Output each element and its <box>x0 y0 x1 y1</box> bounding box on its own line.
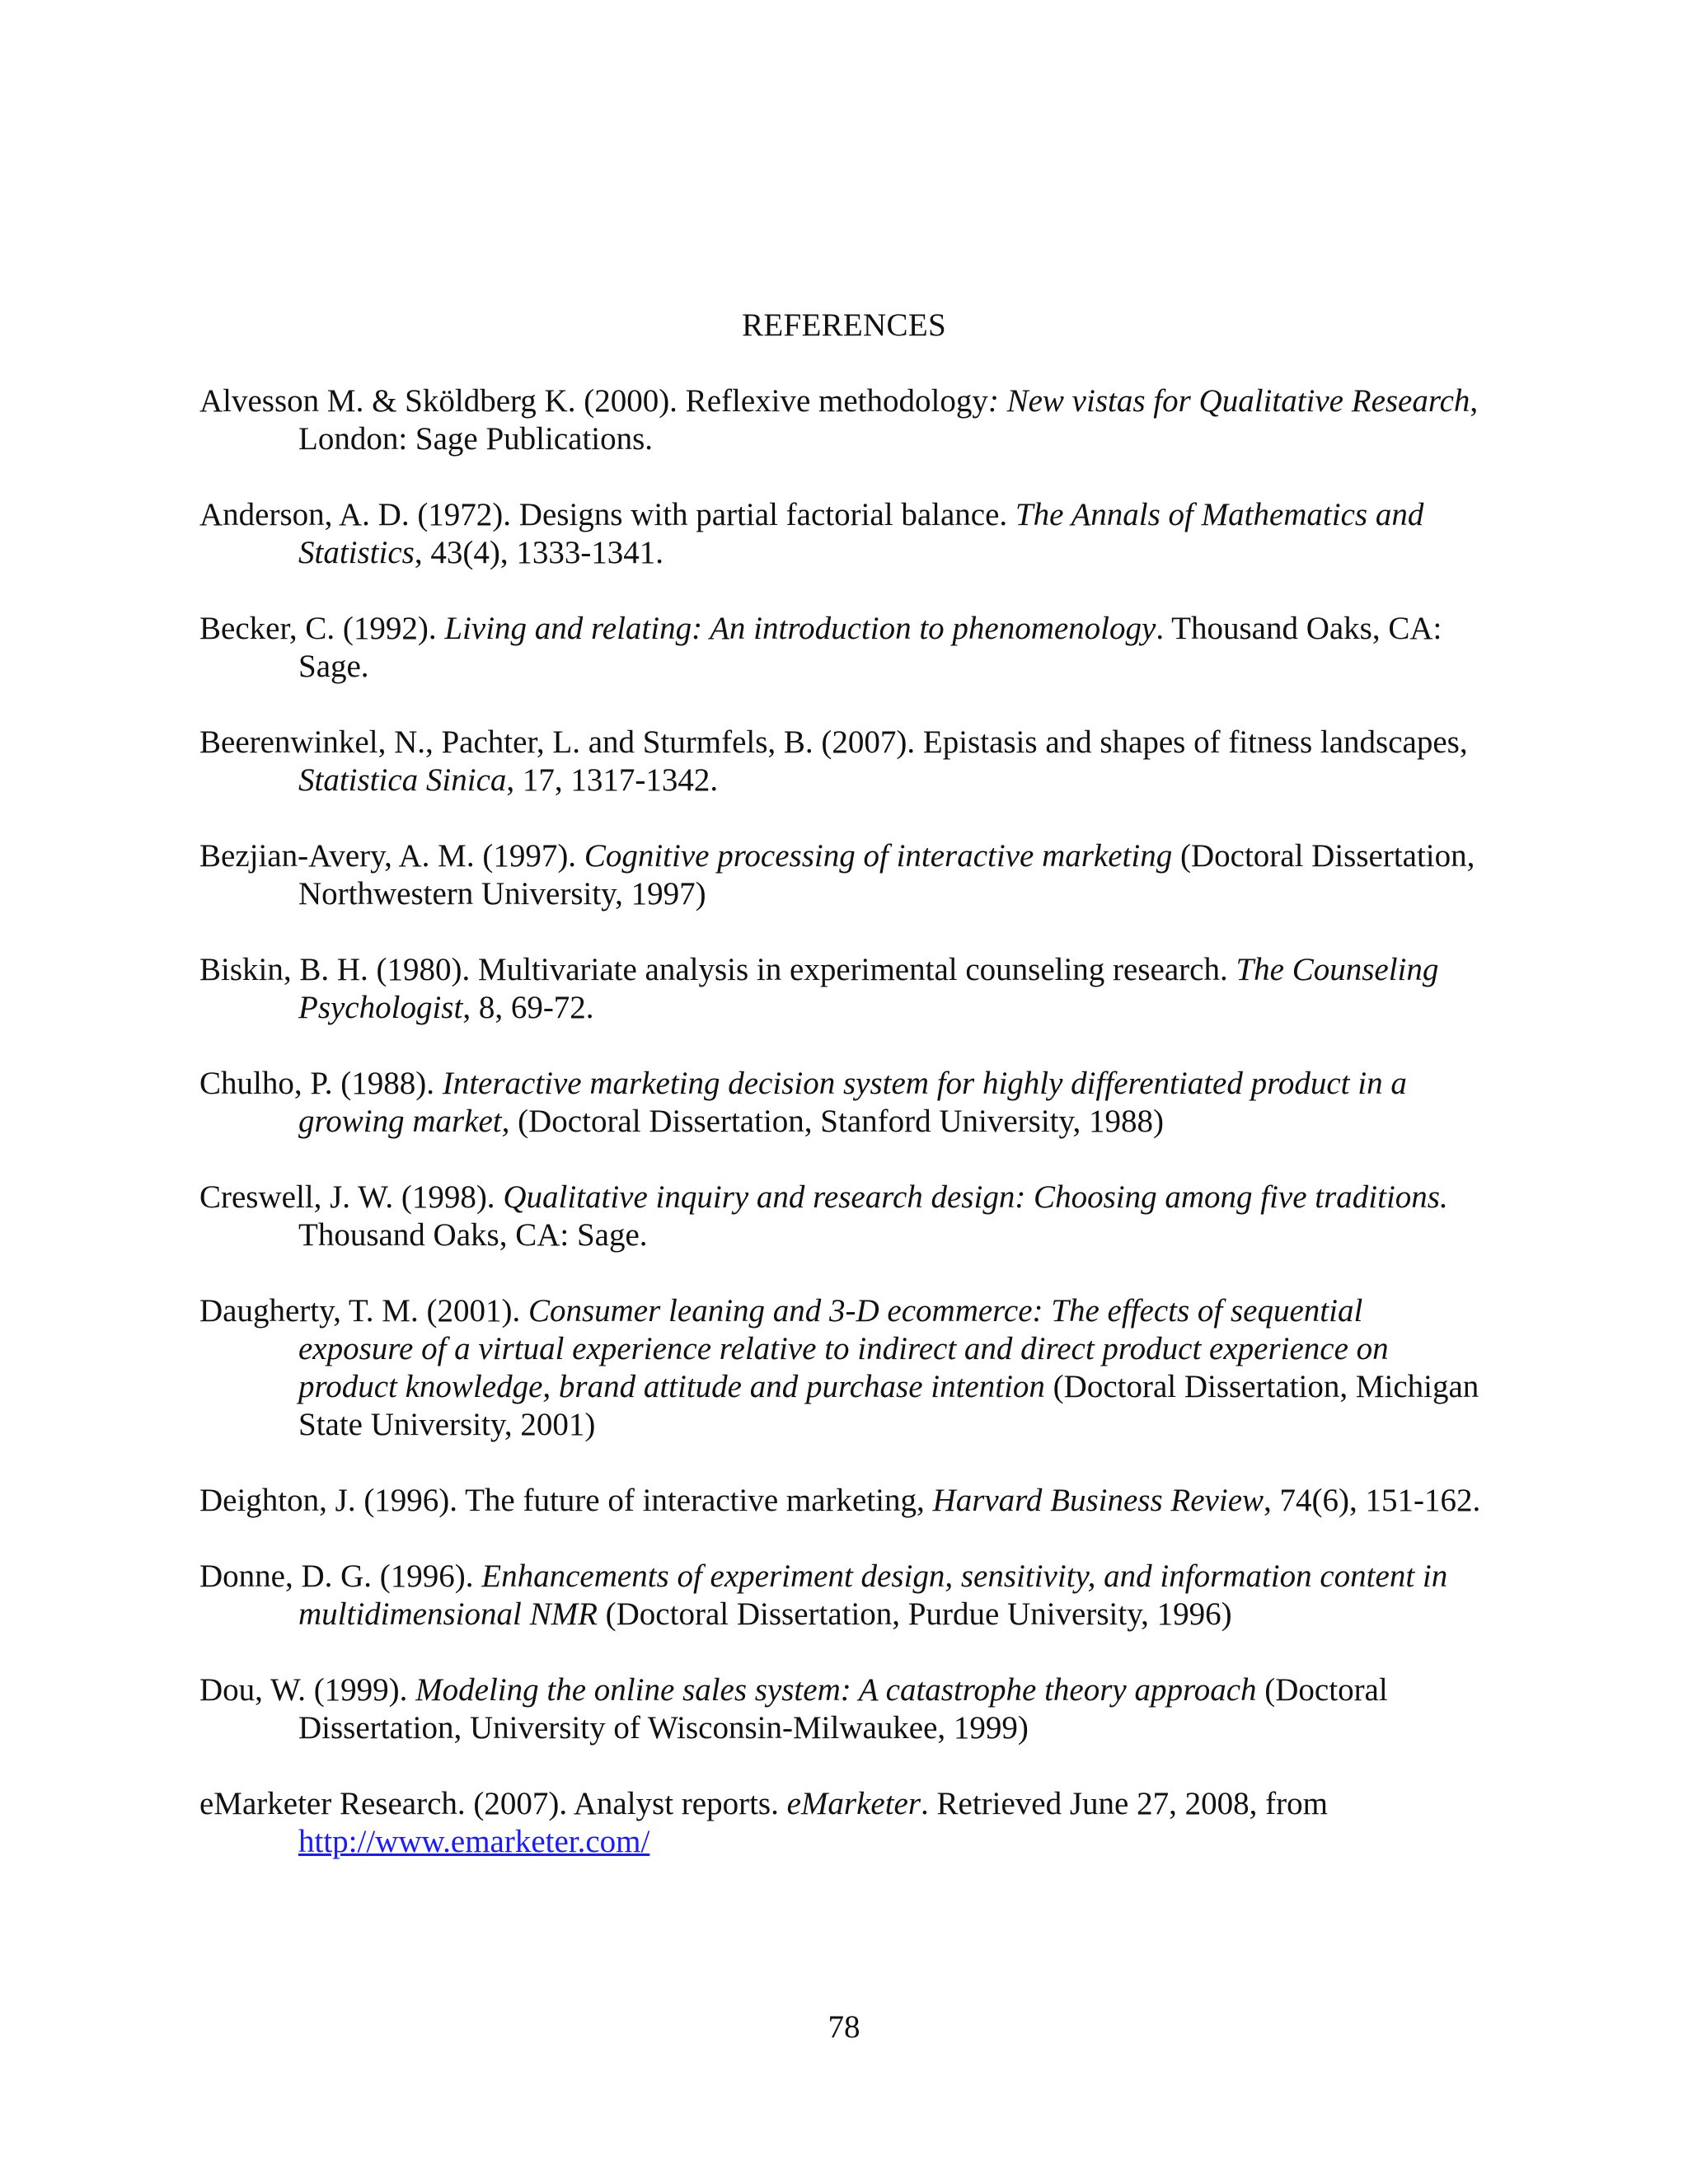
reference-text: (Doctoral Dissertation, University of Wisconsin-Milwaukee, 1999) <box>298 1672 1388 1746</box>
reference-text: . Thousand Oaks, CA: Sage. <box>298 611 1442 684</box>
reference-text: Alvesson M. & Sköldberg K. (2000). Reflexive methodology <box>199 383 988 419</box>
reference-text: Bezjian-Avery, A. M. (1997). <box>199 838 584 874</box>
references-heading: REFERENCES <box>742 307 946 343</box>
reference-text: , 43(4), 1333-1341. <box>414 535 664 570</box>
reference-text: Dou, W. (1999). <box>199 1672 416 1708</box>
reference-entry <box>199 1179 1485 1254</box>
reference-text: , 17, 1317-1342. <box>506 762 719 798</box>
reference-link[interactable]: http://www.emarketer.com/ <box>298 1824 650 1859</box>
reference-text: Thousand Oaks, CA: Sage. <box>298 1217 648 1253</box>
reference-entry <box>199 1065 1485 1141</box>
reference-text: (Doctoral Dissertation, Stanford University, 1988) <box>509 1104 1164 1139</box>
reference-entry <box>199 382 1485 458</box>
reference-title: Modeling the online sales system: A catastrophe theory approach <box>415 1672 1257 1708</box>
reference-text: Deighton, J. (1996). The future of interactive marketing, <box>199 1483 933 1518</box>
reference-entry <box>199 496 1485 572</box>
reference-entry <box>199 951 1485 1027</box>
reference-title: Interactive marketing decision system for highly differentiated product in a growing market, <box>298 1066 1407 1139</box>
reference-title: Enhancements of experiment design, sensitivity, and information content in multidimensional NMR <box>298 1558 1448 1632</box>
reference-text: (Doctoral Dissertation, Michigan State University, 2001) <box>298 1369 1479 1442</box>
reference-entry <box>199 1558 1485 1633</box>
references-list <box>199 382 1485 1899</box>
reference-entry <box>199 1292 1485 1444</box>
reference-text: (Doctoral Dissertation, Purdue University, 1996) <box>597 1596 1232 1632</box>
reference-text: Biskin, B. H. (1980). Multivariate analysis in experimental counseling research. <box>199 952 1236 987</box>
reference-title: Harvard Business Review <box>932 1483 1264 1518</box>
reference-text: eMarketer Research. (2007). Analyst reports. <box>199 1786 787 1821</box>
reference-text: Chulho, P. (1988). <box>199 1066 443 1101</box>
reference-title: The Counseling Psychologist <box>298 952 1439 1025</box>
reference-entry <box>199 1482 1485 1520</box>
reference-text: Anderson, A. D. (1972). Designs with partial factorial balance. <box>199 497 1015 532</box>
reference-title: Statistica Sinica <box>298 762 507 798</box>
reference-entry <box>199 837 1485 913</box>
reference-entry <box>199 1785 1485 1861</box>
reference-title: Living and relating: An introduction to phenomenology <box>444 611 1156 646</box>
reference-title: The Annals of Mathematics and Statistics <box>298 497 1424 570</box>
reference-entry <box>199 724 1485 799</box>
reference-text: , London: Sage Publications. <box>298 383 1479 457</box>
reference-text: (Doctoral Dissertation, Northwestern University, 1997) <box>298 838 1475 912</box>
reference-text: . Retrieved June 27, 2008, from <box>921 1786 1328 1821</box>
reference-title: Consumer leaning and 3-D ecommerce: The effects of sequential exposure of a virtual experience relative to indirect and direct product experience on product knowledge, brand attitude and purchase intention <box>298 1293 1389 1404</box>
page-number: 78 <box>828 2009 860 2045</box>
reference-title: eMarketer <box>786 1786 921 1821</box>
reference-text: Beerenwinkel, N., Pachter, L. and Sturmfels, B. (2007). Epistasis and shapes of fitness landscapes, <box>199 724 1468 760</box>
reference-title: : New vistas for Qualitative Research <box>987 383 1470 419</box>
reference-text: , 8, 69-72. <box>462 990 594 1025</box>
reference-text: Daugherty, T. M. (2001). <box>199 1293 528 1329</box>
reference-entry <box>199 1671 1485 1747</box>
reference-text: Donne, D. G. (1996). <box>199 1558 482 1594</box>
reference-title: Qualitative inquiry and research design: Choosing among five traditions. <box>503 1179 1448 1215</box>
reference-text: Creswell, J. W. (1998). <box>199 1179 504 1215</box>
reference-title: Cognitive processing of interactive marketing <box>584 838 1173 874</box>
reference-entry <box>199 610 1485 686</box>
reference-text: , 74(6), 151-162. <box>1264 1483 1481 1518</box>
reference-text: Becker, C. (1992). <box>199 611 445 646</box>
